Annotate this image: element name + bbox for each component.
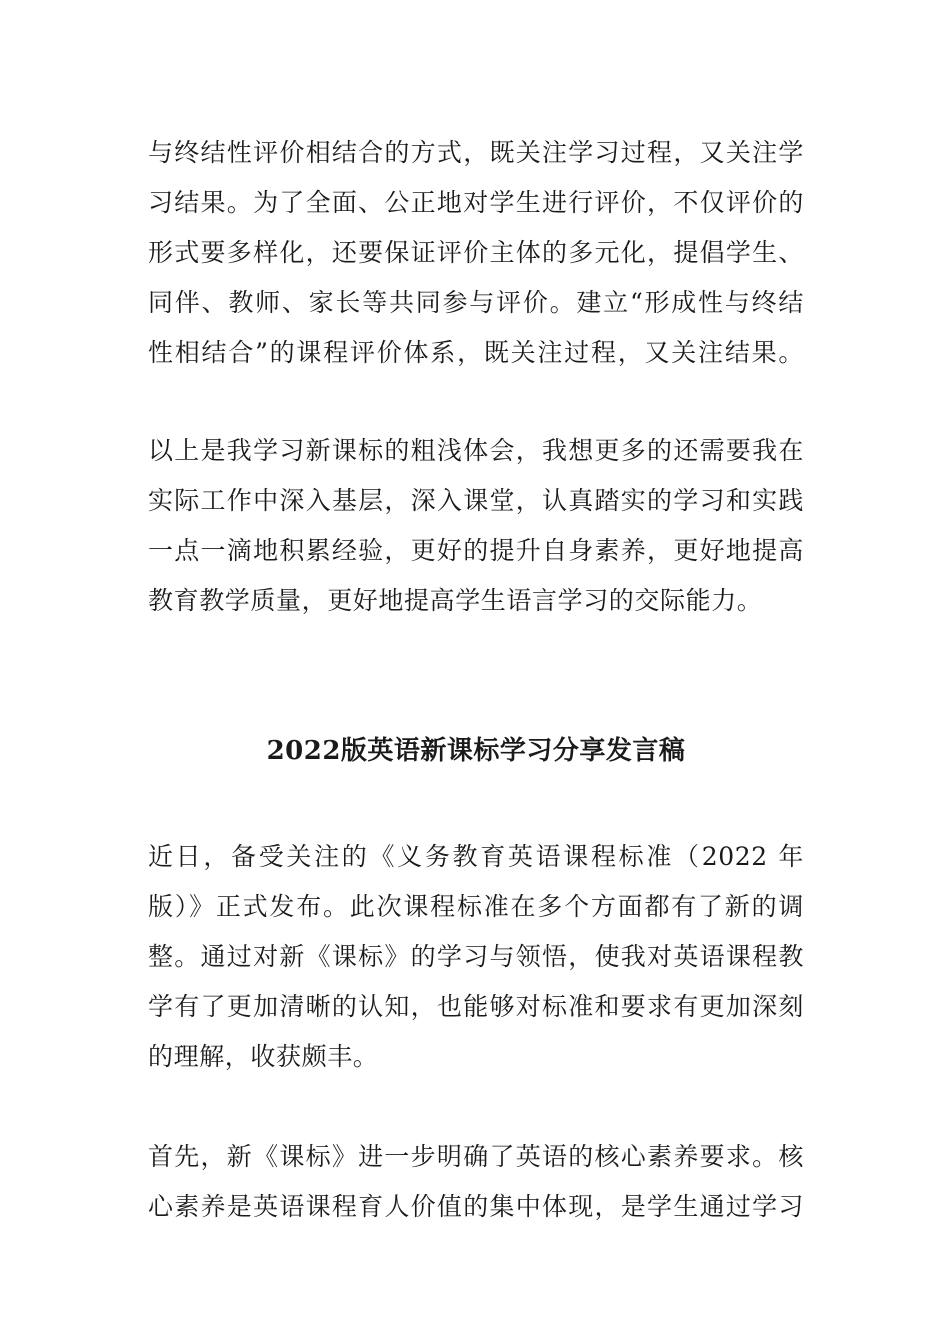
paragraph-core-literacy bbox=[148, 1132, 804, 1232]
text-line: 首先，新《课标》进一步明确了英语的核心素养要求。核 bbox=[148, 1142, 804, 1171]
text-line: 以上是我学习新课标的粗浅体会，我想更多的还需要我在 bbox=[148, 436, 804, 465]
paragraph-evaluation bbox=[148, 128, 804, 378]
text-line: 同伴、教师、家长等共同参与评价。建立“形成性与终结 bbox=[148, 288, 804, 317]
text-line: 习结果。为了全面、公正地对学生进行评价，不仅评价的 bbox=[148, 188, 804, 217]
paragraph-spacer bbox=[148, 378, 804, 426]
text-line: 形式要多样化，还要保证评价主体的多元化，提倡学生、 bbox=[148, 238, 804, 267]
section-spacer bbox=[148, 626, 804, 726]
paragraph-spacer bbox=[148, 1082, 804, 1132]
title-spacer bbox=[148, 776, 804, 832]
text-line: 心素养是英语课程育人价值的集中体现，是学生通过学习 bbox=[148, 1192, 804, 1221]
text-line: 近日，备受关注的《义务教育英语课程标准（2022 年 bbox=[148, 842, 804, 871]
text-line: 与终结性评价相结合的方式，既关注学习过程，又关注学 bbox=[148, 138, 804, 167]
text-line: 性相结合”的课程评价体系，既关注过程，又关注结果。 bbox=[148, 338, 804, 367]
text-line: 的理解，收获颇丰。 bbox=[148, 1042, 379, 1071]
document-title: 2022版英语新课标学习分享发言稿 bbox=[266, 736, 686, 766]
paragraph-introduction bbox=[148, 832, 804, 1082]
document-page bbox=[148, 128, 804, 1232]
text-line: 学有了更加清晰的认知，也能够对标准和要求有更加深刻 bbox=[148, 992, 804, 1021]
text-line: 一点一滴地积累经验，更好的提升自身素养，更好地提高 bbox=[148, 536, 804, 565]
text-line: 整。通过对新《课标》的学习与领悟，使我对英语课程教 bbox=[148, 942, 804, 971]
text-line: 版）》正式发布。此次课程标准在多个方面都有了新的调 bbox=[148, 892, 804, 921]
text-line: 实际工作中深入基层，深入课堂，认真踏实的学习和实践 bbox=[148, 486, 804, 515]
text-line: 教育教学质量，更好地提高学生语言学习的交际能力。 bbox=[148, 586, 763, 615]
paragraph-conclusion bbox=[148, 426, 804, 626]
